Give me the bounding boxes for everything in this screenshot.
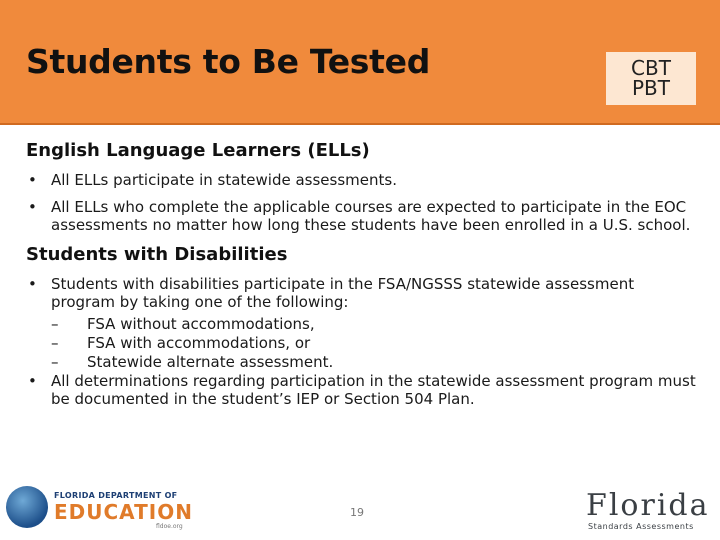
fldoe-logo-top-text: FLORIDA DEPARTMENT OF [54,491,178,500]
sub-list-item [51,334,696,353]
fldoe-logo-main-text: EDUCATION [54,500,193,524]
bullet-text: All determinations regarding participation in the statewide assessment program must be documented in the student’s IEP or Section 504 Plan. [51,372,696,408]
badge-line-cbt: CBT [631,56,671,80]
bullet-text: All ELLs participate in statewide assessments. [51,171,397,189]
sub-item-text: FSA without accommodations, [87,315,315,333]
bullet-icon: • [28,275,37,293]
slide-body [26,140,696,417]
ell-bullet-list [26,171,696,234]
bullet-icon: • [28,198,37,216]
florida-standards-assessments-logo [586,488,714,534]
test-mode-badge [606,52,696,105]
list-item [26,198,696,234]
bullet-icon: • [28,372,37,390]
disabilities-bullet-list [26,275,696,408]
badge-line-pbt: PBT [632,76,670,100]
fsa-logo-tagline: Standards Assessments [588,522,694,531]
sub-item-text: FSA with accommodations, or [87,334,311,352]
dash-icon: – [51,315,59,333]
ell-heading: English Language Learners (ELLs) [26,140,370,161]
title-banner [0,0,720,125]
bullet-text: Students with disabilities participate in the FSA/NGSSS statewide assessment program by taking one of the following: [51,275,635,311]
fldoe-emblem-icon [6,486,48,528]
bullet-text: All ELLs who complete the applicable courses are expected to participate in the EOC assessments no matter how long these students have been enrolled in a U.S. school. [51,198,691,234]
list-item [26,275,696,372]
sub-list-item [51,315,696,334]
dash-icon: – [51,353,59,371]
page-number: 19 [350,506,364,519]
page-title: Students to Be Tested [26,42,431,81]
sub-item-text: Statewide alternate assessment. [87,353,334,371]
fldoe-logo [6,486,216,532]
fldoe-logo-sub-text: fldoe.org [156,523,183,530]
bullet-icon: • [28,171,37,189]
fsa-logo-wordmark: Florida [586,488,710,523]
list-item [26,171,696,189]
list-item [26,372,696,408]
dash-icon: – [51,334,59,352]
sub-list-item [51,353,696,372]
assessment-options-list [51,315,696,372]
disabilities-heading: Students with Disabilities [26,244,288,265]
